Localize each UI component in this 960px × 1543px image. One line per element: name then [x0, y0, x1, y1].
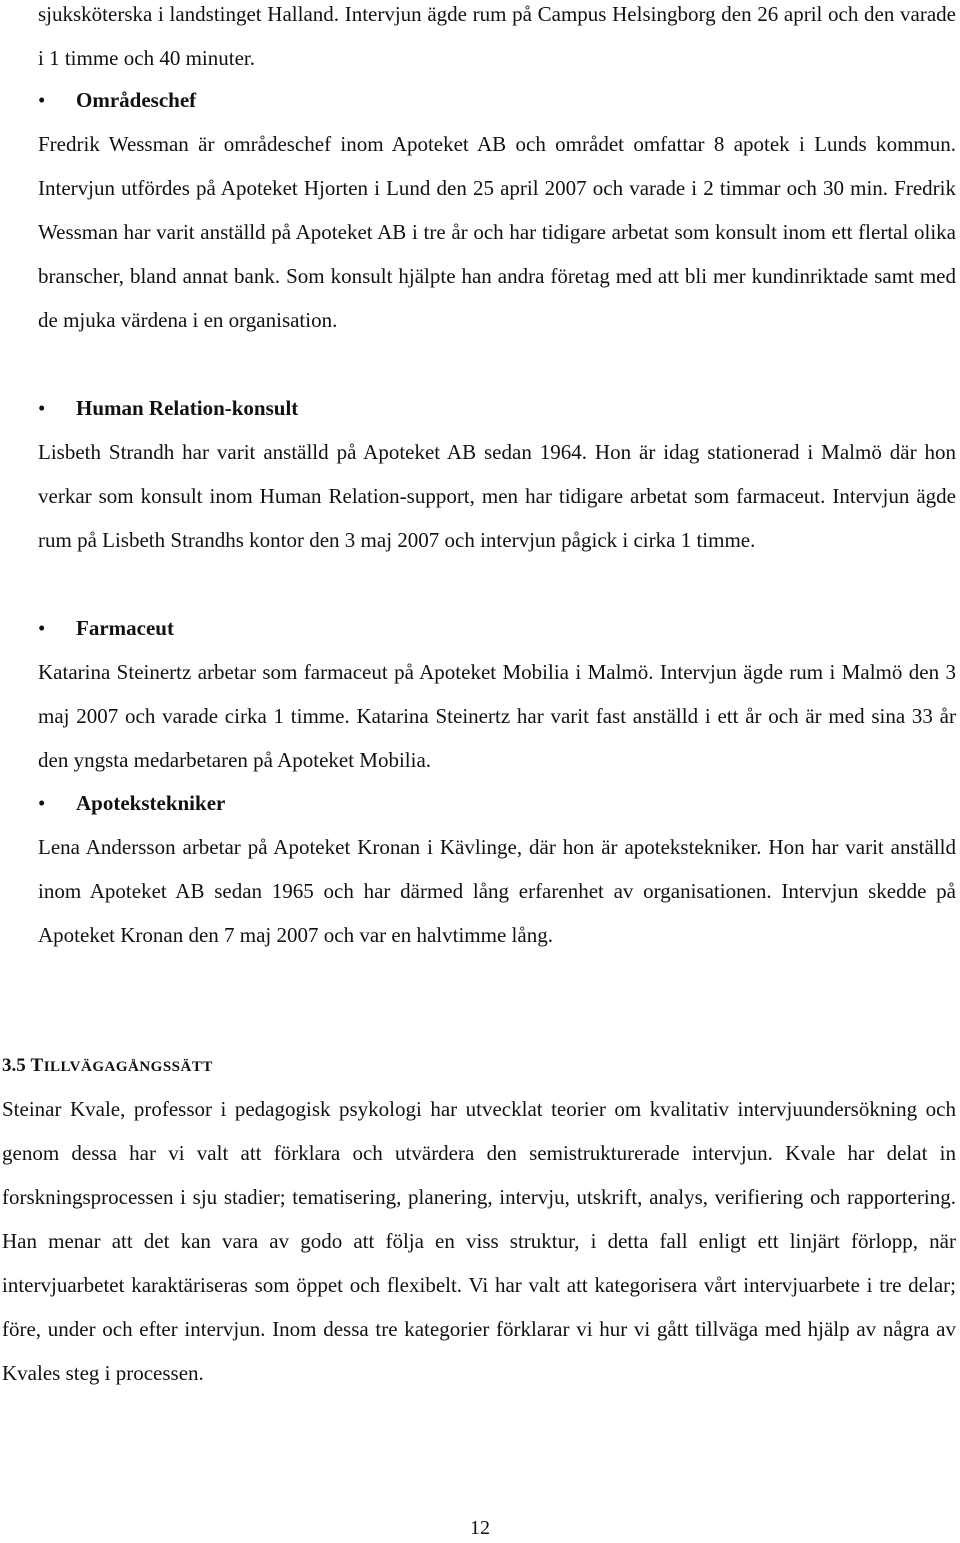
apotekstekniker-description: Lena Andersson arbetar på Apoteket Kronan i Kävlinge, där hon är apotekstekniker. Hon har varit anställd inom Apoteket AB sedan 1965 och har därmed lång erfarenhet av organisationen. Intervjun skedde på Apoteket Kronan den 7 maj 2007 och var en halvtimme lång. — [38, 835, 956, 947]
bullet-title: Områdeschef — [76, 88, 197, 112]
farmaceut-description: Katarina Steinertz arbetar som farmaceut på Apoteket Mobilia i Malmö. Intervjun ägde rum i Malmö den 3 maj 2007 och varade cirka 1 timme. Katarina Steinertz har varit fast anställd i ett år och är med sina 33 år den yngsta medarbetaren på Apoteket Mobilia. — [38, 660, 956, 772]
section-paragraph-block — [2, 1087, 956, 1395]
section-title-rest: ILLVÄGAGÅNGSSÄTT — [43, 1059, 213, 1075]
section-title-first-letter: T — [30, 1055, 44, 1076]
bullet-heading-omradeschef — [38, 78, 956, 122]
bullet-heading-hr-konsult — [38, 386, 956, 430]
page-number: 12 — [470, 1517, 490, 1539]
bullet-heading-apotekstekniker — [38, 781, 956, 825]
bullet-heading-farmaceut — [38, 606, 956, 650]
bullet-dot-icon: • — [38, 396, 46, 420]
intro-paragraph-block — [38, 0, 956, 80]
bullet-title: Apotekstekniker — [76, 791, 226, 815]
section-heading — [2, 1046, 213, 1087]
apotekstekniker-description-block — [38, 825, 956, 957]
section-number: 3.5 — [2, 1055, 26, 1076]
omradeschef-description: Fredrik Wessman är områdeschef inom Apoteket AB och området omfattar 8 apotek i Lunds kommun. Intervjun utfördes på Apoteket Hjorten i Lund den 25 april 2007 och varade i 2 timmar och 30 min. Fredrik Wessman har varit anställd på Apoteket AB i tre år och har tidigare arbetat som konsult inom ett flertal olika branscher, bland annat bank. Som konsult hjälpte han andra företag med att bli mer kundinriktade samt med de mjuka värdena i en organisation. — [38, 132, 956, 332]
section-title — [31, 1055, 213, 1076]
bullet-dot-icon: • — [38, 791, 46, 815]
omradeschef-description-block — [38, 122, 956, 342]
hr-konsult-description: Lisbeth Strandh har varit anställd på Apoteket AB sedan 1964. Hon är idag stationerad i Malmö där hon verkar som konsult inom Human Relation-support, men har tidigare arbetat som farmaceut. Intervjun ägde rum på Lisbeth Strandhs kontor den 3 maj 2007 och intervjun pågick i cirka 1 timme. — [38, 440, 956, 552]
section-paragraph: Steinar Kvale, professor i pedagogisk psykologi har utvecklat teorier om kvalitativ intervjuundersökning och genom dessa har vi valt att förklara och utvärdera den semistrukturerade intervjun. Kvale har delat in forskningsprocessen i sju stadier; tematisering, planering, intervju, utskrift, analys, verifiering och rapportering. Han menar att det kan vara av godo att följa en viss struktur, i detta fall enligt ett linjärt förlopp, när intervjuarbetet karaktäriseras som öppet och flexibelt. Vi har valt att kategorisera vårt intervjuarbete i tre delar; före, under och efter intervjun. Inom dessa tre kategorier förklarar vi hur vi gått tillväga med hjälp av några av Kvales steg i processen. — [2, 1097, 956, 1385]
bullet-dot-icon: • — [38, 88, 46, 112]
bullet-title: Farmaceut — [76, 616, 174, 640]
intro-paragraph: sjuksköterska i landstinget Halland. Intervjun ägde rum på Campus Helsingborg den 26 april och den varade i 1 timme och 40 minuter. — [38, 2, 956, 70]
farmaceut-description-block — [38, 650, 956, 782]
hr-konsult-description-block — [38, 430, 956, 562]
bullet-title: Human Relation-konsult — [76, 396, 299, 420]
bullet-dot-icon: • — [38, 616, 46, 640]
